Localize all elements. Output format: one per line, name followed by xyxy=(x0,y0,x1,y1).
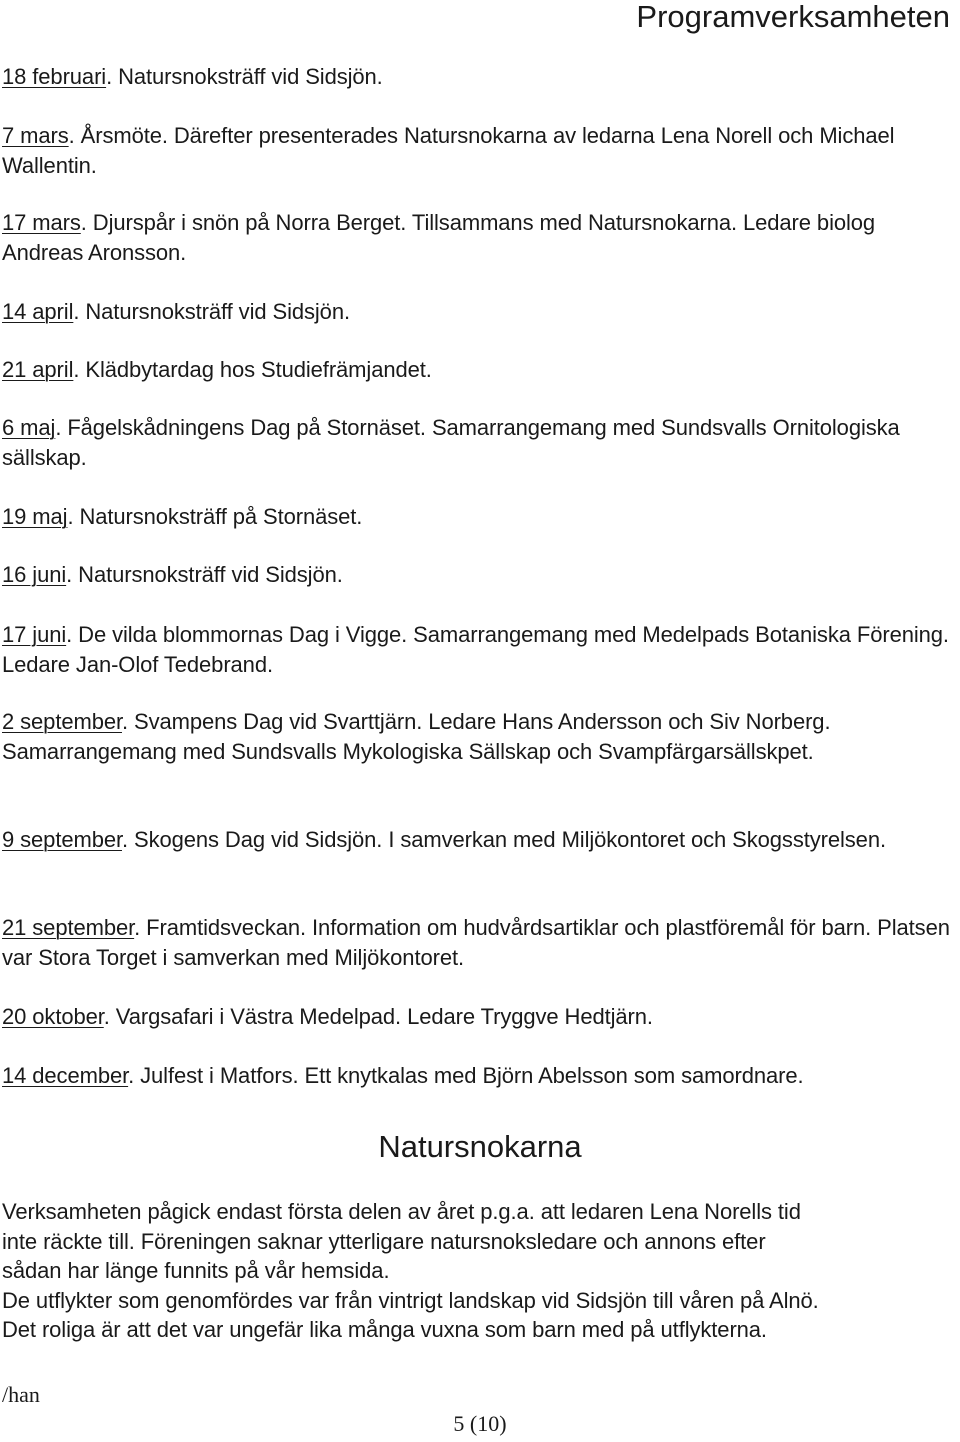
event-item xyxy=(2,620,957,679)
event-item xyxy=(2,208,957,267)
event-date: 21 september xyxy=(2,915,135,940)
event-date: 17 juni xyxy=(2,622,67,647)
event-text: . Julfest i Matfors. Ett knytkalas med Björn Abelsson som samordnare. xyxy=(128,1063,804,1088)
event-item xyxy=(2,913,957,972)
event-item xyxy=(2,62,957,92)
event-date: 6 maj xyxy=(2,415,56,440)
section-heading-natursnokarna: Natursnokarna xyxy=(378,1129,582,1164)
event-item xyxy=(2,1002,957,1032)
event-text: . Natursnoksträff vid Sidsjön. xyxy=(66,562,343,587)
event-text: . Fågelskådningens Dag på Stornäset. Samarrangemang med Sundsvalls Ornitologiska sällskap. xyxy=(2,415,900,470)
event-text: . Framtidsveckan. Information om hudvårdsartiklar och plastföremål för barn. Platsen var Stora Torget i samverkan med Miljökontoret. xyxy=(2,915,950,970)
paragraph-line: sådan har länge funnits på vår hemsida. xyxy=(2,1258,390,1284)
event-text: . Svampens Dag vid Svarttjärn. Ledare Hans Andersson och Siv Norberg. Samarrangemang med Sundsvalls Mykologiska Sällskap och Svampfärgarsällskpet. xyxy=(2,709,831,764)
event-date: 16 juni xyxy=(2,562,67,587)
event-item xyxy=(2,297,957,327)
paragraph-line: De utflykter som genomfördes var från vintrigt landskap vid Sidsjön till våren på Alnö. xyxy=(2,1287,819,1313)
natursnokarna-paragraph xyxy=(2,1197,957,1345)
event-item xyxy=(2,707,957,766)
page-number: 5 (10) xyxy=(453,1411,507,1436)
event-text: . Natursnoksträff på Stornäset. xyxy=(67,504,363,529)
event-date: 21 april xyxy=(2,357,74,382)
event-date: 17 mars xyxy=(2,210,81,235)
event-date: 2 september xyxy=(2,709,122,734)
event-text: . Årsmöte. Därefter presenterades Natursnokarna av ledarna Lena Norell och Michael Wallentin. xyxy=(2,123,895,178)
event-date: 14 december xyxy=(2,1063,129,1088)
event-text: . Natursnoksträff vid Sidsjön. xyxy=(106,64,383,89)
paragraph-line: inte räckte till. Föreningen saknar ytterligare natursnoksledare och annons efter xyxy=(2,1228,766,1254)
event-item xyxy=(2,825,957,855)
event-date: 9 september xyxy=(2,827,122,852)
event-text: . Djurspår i snön på Norra Berget. Tillsammans med Natursnokarna. Ledare biolog Andreas Aronsson. xyxy=(2,210,876,265)
event-date: 20 oktober xyxy=(2,1004,104,1029)
event-text: . Natursnoksträff vid Sidsjön. xyxy=(73,299,350,324)
event-item xyxy=(2,355,957,385)
event-date: 18 februari xyxy=(2,64,107,89)
event-item xyxy=(2,560,957,590)
paragraph-line: Det roliga är att det var ungefär lika många vuxna som barn med på utflykterna. xyxy=(2,1317,767,1343)
event-item xyxy=(2,1061,957,1091)
event-item xyxy=(2,413,957,472)
paragraph-line: Verksamheten pågick endast första delen av året p.g.a. att ledaren Lena Norells tid xyxy=(2,1199,801,1224)
event-text: . Vargsafari i Västra Medelpad. Ledare Tryggve Hedtjärn. xyxy=(103,1004,653,1029)
event-date: 7 mars xyxy=(2,123,69,148)
event-date: 19 maj xyxy=(2,504,68,529)
event-text: . Klädbytardag hos Studiefrämjandet. xyxy=(73,357,432,382)
event-item xyxy=(2,502,957,532)
section-heading-program: Programverksamheten xyxy=(636,0,950,34)
signature: /han xyxy=(2,1382,40,1407)
event-item xyxy=(2,121,957,180)
event-text: . De vilda blommornas Dag i Vigge. Samarrangemang med Medelpads Botaniska Förening. Ledare Jan-Olof Tedebrand. xyxy=(2,622,949,677)
event-text: . Skogens Dag vid Sidsjön. I samverkan med Miljökontoret och Skogsstyrelsen. xyxy=(121,827,886,852)
event-date: 14 april xyxy=(2,299,74,324)
